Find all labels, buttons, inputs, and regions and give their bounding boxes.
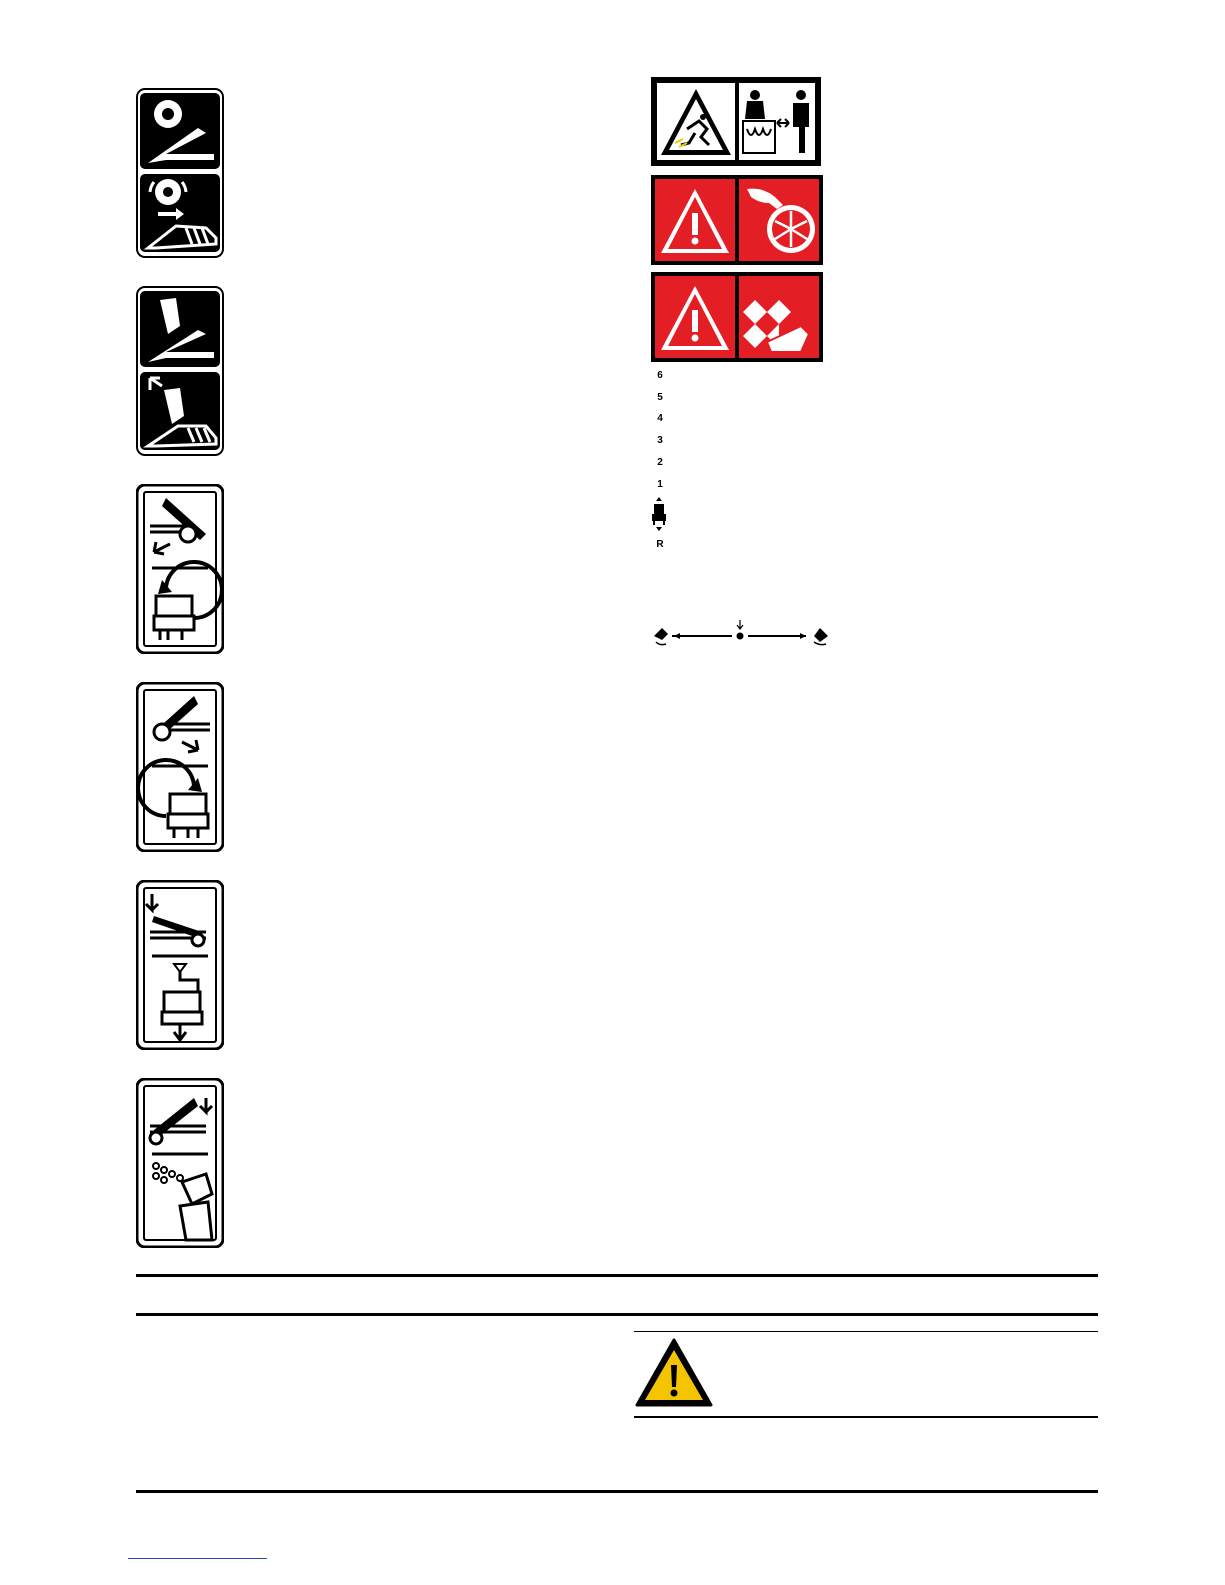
bystander-warning-decal	[651, 77, 821, 166]
link-underline[interactable]	[128, 1558, 267, 1559]
steer-right-decal	[136, 682, 224, 852]
warning-triangle-icon	[634, 1337, 714, 1409]
engage-impeller-icon	[136, 88, 224, 258]
warning-box-bottom-rule	[634, 1416, 1098, 1418]
section-rule-top	[136, 1274, 1098, 1277]
auger-hazard-decal	[651, 272, 823, 362]
drive-engagement-decal	[136, 286, 224, 456]
auger-hazard-icon	[651, 272, 823, 362]
neutral-machine-icon	[650, 497, 668, 531]
impeller-hazard-decal	[651, 175, 823, 265]
steer-left-decal	[136, 484, 224, 654]
gear-label: 2	[657, 457, 663, 468]
gear-label: 6	[657, 370, 663, 381]
impeller-hazard-icon	[651, 175, 823, 265]
gear-label: 5	[657, 392, 663, 403]
engage-drive-icon	[136, 286, 224, 456]
gear-label: R	[656, 539, 664, 550]
gear-label: 4	[657, 413, 663, 424]
chute-deflector-decal	[136, 1078, 224, 1248]
chute-deflector-icon	[136, 1078, 224, 1248]
section-rule-header	[136, 1313, 1098, 1316]
impeller-engagement-decal	[136, 88, 224, 258]
drive-speed-decal	[136, 880, 224, 1050]
page-footer-rule	[136, 1490, 1098, 1493]
gear-label: 3	[657, 435, 663, 446]
steer-left-icon	[136, 484, 224, 654]
chute-rotation-icon	[648, 618, 834, 648]
steer-right-icon	[136, 682, 224, 852]
keep-bystanders-away-icon	[651, 77, 821, 166]
warning-box-top-rule	[634, 1331, 1098, 1332]
drive-speed-icon	[136, 880, 224, 1050]
gear-label: 1	[657, 479, 663, 490]
